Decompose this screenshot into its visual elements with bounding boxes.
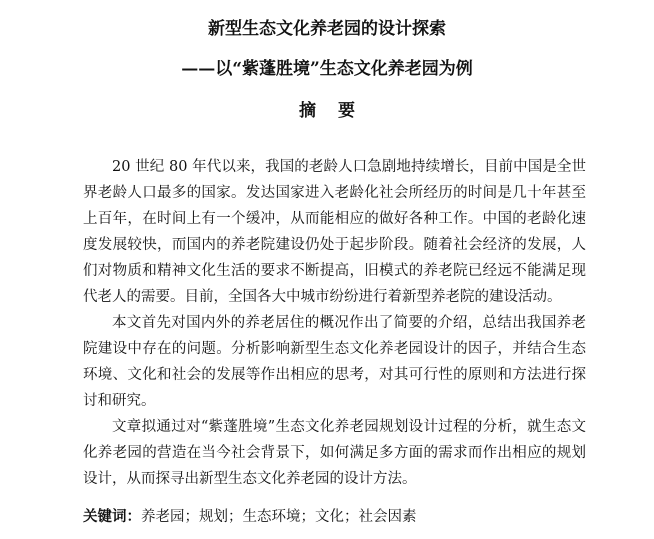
abstract-body — [83, 154, 586, 492]
keywords-line — [83, 506, 417, 528]
abstract-paragraph-3: 文章拟通过对“紫蓬胜境”生态文化养老园规划设计过程的分析，就生态文化养老园的营造在当今社会背景下，如何满足多方面的需求而作出相应的规划设计，从而探寻出新型生态文化养老园的设计方法。 — [83, 419, 586, 487]
abstract-heading: 摘要 — [299, 101, 377, 121]
abstract-paragraph-1: 20 世纪 80 年代以来，我国的老龄人口急剧地持续增长，目前中国是全世界老龄人口最多的国家。发达国家进入老龄化社会所经历的时间是几十年甚至上百年，在时间上有一个缓冲，从而能相应的做好各种工作。中国的老龄化速度发展较快，而国内的养老院建设仍处于起步阶段。随着社会经济的发展，人们对物质和精神文化生活的要求不断提高，旧模式的养老院已经远不能满足现代老人的需要。目前，全国各大中城市纷纷进行着新型养老院的建设活动。 — [83, 159, 586, 305]
document-title: 新型生态文化养老园的设计探索 — [208, 19, 446, 39]
keywords-label: 关键词： — [83, 508, 141, 525]
keywords-text: 养老园；规划；生态环境；文化；社会因素 — [141, 509, 417, 525]
document-subtitle: ——以“紫蓬胜境”生态文化养老园为例 — [181, 59, 473, 79]
abstract-paragraph-2: 本文首先对国内外的养老居住的概况作出了简要的介绍，总结出我国养老院建设中存在的问题。分析影响新型生态文化养老园设计的因子，并结合生态环境、文化和社会的发展等作出相应的思考，对其可行性的原则和方法进行探讨和研究。 — [83, 315, 586, 409]
